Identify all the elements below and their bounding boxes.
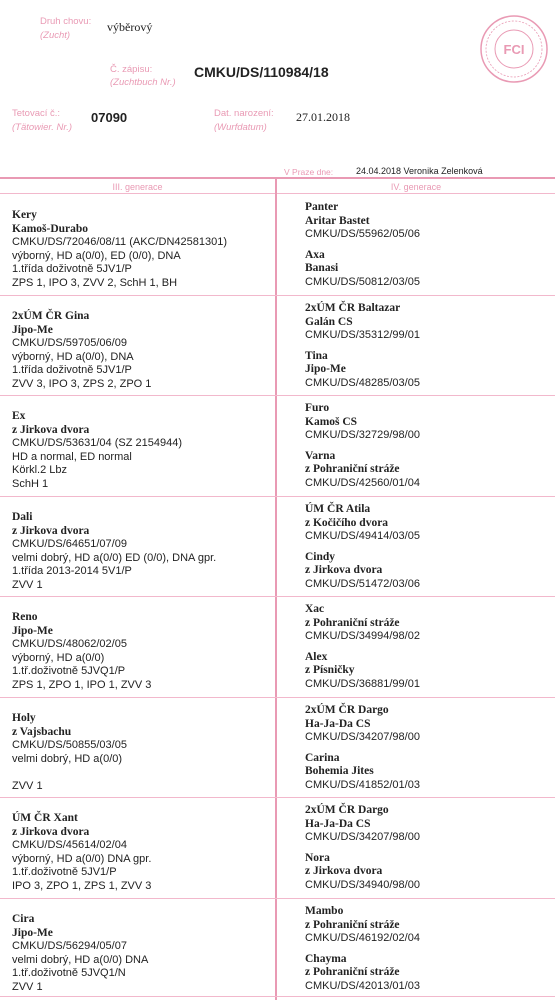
gen3-detail-line: výborný, HD a(0/0) bbox=[12, 651, 105, 664]
column-divider bbox=[275, 177, 277, 1000]
gen4-sire-reg: CMKU/DS/34994/98/02 bbox=[305, 630, 420, 642]
tattoo-label: Tetovací č.: bbox=[12, 108, 61, 119]
gen4-sire-reg: CMKU/DS/34207/98/00 bbox=[305, 831, 420, 843]
gen4-entry bbox=[305, 302, 420, 390]
gen3-kennel: Jipo-Me bbox=[12, 624, 53, 637]
gen3-kennel: z Jirkova dvora bbox=[12, 825, 90, 838]
gen3-detail-line: 1.třída 2013-2014 5V1/P bbox=[12, 565, 132, 577]
gen3-detail-line: HD a normal, ED normal bbox=[12, 450, 132, 463]
gen4-sire-kennel: Galán CS bbox=[305, 315, 353, 328]
spacer bbox=[305, 443, 420, 450]
gen4-entry bbox=[305, 402, 420, 490]
gen4-dam-name: Carina bbox=[305, 751, 340, 764]
spacer bbox=[305, 845, 420, 852]
gen3-name: Dali bbox=[12, 511, 33, 523]
gen4-dam-name: Tina bbox=[305, 349, 328, 362]
place-date-signature: 24.04.2018 Veronika Zelenková bbox=[356, 166, 483, 176]
gen3-detail-line: CMKU/DS/56294/05/07 bbox=[12, 940, 127, 952]
tattoo-label-de: (Tätowier. Nr.) bbox=[12, 122, 72, 133]
gen4-dam-reg: CMKU/DS/42560/01/04 bbox=[305, 476, 420, 489]
gen3-name: Holy bbox=[12, 712, 36, 724]
gen4-sire-kennel: Kamoš CS bbox=[305, 415, 358, 428]
gen3-detail-line: CMKU/DS/45614/02/04 bbox=[12, 839, 127, 851]
gen3-detail-line: velmi dobrý, HD a(0/0) ED (0/0), DNA gpr. bbox=[12, 551, 217, 564]
gen4-dam-name: Chayma bbox=[305, 952, 347, 965]
gen4-entry bbox=[305, 603, 420, 691]
gen4-dam-reg: CMKU/DS/50812/03/05 bbox=[305, 275, 420, 288]
spacer bbox=[305, 544, 420, 551]
gen4-dam-kennel: z Jirkova dvora bbox=[305, 564, 383, 576]
gen3-kennel: z Jirkova dvora bbox=[12, 524, 90, 537]
gen3-detail-line: ZPS 1, IPO 3, ZVV 2, SchH 1, BH bbox=[12, 276, 178, 289]
gen3-detail-line: ZVV 1 bbox=[12, 578, 43, 591]
registration-number: CMKU/DS/110984/18 bbox=[194, 64, 329, 80]
gen3-detail-line: CMKU/DS/53631/04 (SZ 2154944) bbox=[12, 437, 182, 449]
gen3-detail-line: 1.třída doživotně 5JV1/P bbox=[12, 364, 132, 376]
row-separator bbox=[0, 797, 555, 798]
gen3-detail-line: výborný, HD a(0/0), ED (0/0), DNA bbox=[12, 249, 181, 262]
gen3-detail-line: ZVV 1 bbox=[12, 980, 43, 993]
gen3-detail-line: velmi dobrý, HD a(0/0) DNA bbox=[12, 953, 149, 966]
gen3-entry bbox=[12, 410, 182, 491]
gen4-entry bbox=[305, 503, 420, 591]
gen4-dam-reg: CMKU/DS/48285/03/05 bbox=[305, 376, 420, 389]
gen3-kennel: Jipo-Me bbox=[12, 926, 53, 939]
table-header-rule bbox=[0, 193, 555, 194]
gen4-dam-kennel: Jipo-Me bbox=[305, 363, 346, 375]
gen4-entry bbox=[305, 804, 420, 892]
row-separator bbox=[0, 697, 555, 698]
gen4-entry bbox=[305, 905, 420, 993]
gen4-dam-reg: CMKU/DS/34940/98/00 bbox=[305, 878, 420, 891]
breed-label: Druh chovu: bbox=[40, 16, 92, 27]
table-top-rule bbox=[0, 177, 555, 179]
spacer bbox=[305, 745, 420, 752]
gen4-sire-reg: CMKU/DS/49414/03/05 bbox=[305, 530, 420, 542]
gen4-sire-reg: CMKU/DS/34207/98/00 bbox=[305, 731, 420, 743]
gen4-dam-name: Cindy bbox=[305, 550, 336, 563]
reg-label-de: (Zuchtbuch Nr.) bbox=[110, 77, 176, 88]
gen3-entry bbox=[12, 310, 151, 391]
gen4-sire-kennel: Ha-Ja-Da CS bbox=[305, 717, 371, 730]
spacer bbox=[305, 343, 420, 350]
gen4-sire-reg: CMKU/DS/46192/02/04 bbox=[305, 932, 420, 944]
gen3-name: Reno bbox=[12, 611, 38, 623]
gen3-detail-line: výborný, HD a(0/0), DNA bbox=[12, 350, 134, 363]
gen3-entry bbox=[12, 712, 127, 793]
gen3-detail-line: ZPS 1, ZPO 1, IPO 1, ZVV 3 bbox=[12, 678, 152, 691]
gen3-detail-line: 1.tř.doživotně 5JVQ1/P bbox=[12, 665, 126, 677]
gen3-detail-line: CMKU/DS/59705/06/09 bbox=[12, 337, 127, 349]
spacer bbox=[305, 644, 420, 651]
gen3-detail-line: CMKU/DS/72046/08/11 (AKC/DN42581301) bbox=[12, 236, 228, 248]
row-separator bbox=[0, 496, 555, 497]
gen4-sire-kennel: Ha-Ja-Da CS bbox=[305, 817, 371, 830]
gen4-sire-name: 2xÚM ČR Baltazar bbox=[305, 302, 401, 314]
gen3-detail-line: CMKU/DS/48062/02/05 bbox=[12, 638, 127, 650]
birth-label-de: (Wurfdatum) bbox=[214, 122, 267, 133]
gen3-detail-line: CMKU/DS/50855/03/05 bbox=[12, 739, 127, 751]
gen4-dam-name: Alex bbox=[305, 650, 328, 663]
tattoo-value: 07090 bbox=[91, 110, 128, 125]
gen4-dam-kennel: z Písničky bbox=[305, 664, 355, 676]
gen4-dam-reg: CMKU/DS/36881/99/01 bbox=[305, 677, 420, 690]
gen3-detail-line: výborný, HD a(0/0) DNA gpr. bbox=[12, 852, 152, 865]
gen4-sire-name: Mambo bbox=[305, 905, 344, 917]
gen3-detail-line: SchH 1 bbox=[12, 477, 49, 490]
gen3-detail-line bbox=[12, 766, 127, 780]
gen4-sire-name: 2xÚM ČR Dargo bbox=[305, 804, 389, 816]
birth-value: 27.01.2018 bbox=[296, 110, 350, 124]
gen3-name: Kery bbox=[12, 209, 37, 221]
gen4-dam-name: Axa bbox=[305, 248, 325, 261]
gen3-kennel: z Vajsbachu bbox=[12, 725, 72, 738]
gen3-detail-line: 1.tř.doživotně 5JVQ1/N bbox=[12, 967, 126, 979]
gen4-entry bbox=[305, 704, 420, 792]
gen3-detail-line: ZVV 3, IPO 3, ZPS 2, ZPO 1 bbox=[12, 377, 152, 390]
gen4-sire-name: Panter bbox=[305, 201, 339, 213]
gen4-sire-kennel: Aritar Bastet bbox=[305, 214, 370, 227]
seal-text: FCI bbox=[503, 42, 525, 57]
spacer bbox=[305, 242, 420, 249]
gen3-detail-line: 1.tř.doživotně 5JV1/P bbox=[12, 866, 117, 878]
gen4-dam-kennel: z Jirkova dvora bbox=[305, 865, 383, 877]
gen3-name: Cira bbox=[12, 913, 35, 925]
gen4-sire-name: Xac bbox=[305, 603, 325, 615]
gen3-detail-line: CMKU/DS/64651/07/09 bbox=[12, 538, 127, 550]
gen4-sire-reg: CMKU/DS/35312/99/01 bbox=[305, 329, 420, 341]
gen3-detail-line: IPO 3, ZPO 1, ZPS 1, ZVV 3 bbox=[12, 879, 152, 892]
gen4-dam-reg: CMKU/DS/51472/03/06 bbox=[305, 577, 420, 590]
place-label: V Praze dne: bbox=[284, 167, 334, 177]
gen3-detail-line: velmi dobrý, HD a(0/0) bbox=[12, 752, 123, 765]
gen4-dam-kennel: Bohemia Jites bbox=[305, 765, 374, 777]
gen3-detail-line: Körkl.2 Lbz bbox=[12, 464, 68, 476]
table-bottom-rule bbox=[0, 996, 555, 997]
column-header-gen4: IV. generace bbox=[390, 182, 442, 192]
gen4-sire-reg: CMKU/DS/32729/98/00 bbox=[305, 429, 420, 441]
gen3-entry bbox=[12, 511, 216, 592]
breed-label-de: (Zucht) bbox=[40, 30, 71, 41]
gen4-sire-kennel: z Pohraniční stráže bbox=[305, 616, 400, 629]
gen3-detail-line: ZVV 1 bbox=[12, 779, 43, 792]
gen3-name: ÚM ČR Xant bbox=[12, 812, 78, 824]
gen4-dam-name: Varna bbox=[305, 449, 336, 462]
gen3-entry bbox=[12, 913, 148, 994]
gen3-entry bbox=[12, 812, 151, 893]
row-separator bbox=[0, 596, 555, 597]
row-separator bbox=[0, 295, 555, 296]
column-header-gen3: III. generace bbox=[112, 182, 163, 192]
gen4-dam-kennel: Banasi bbox=[305, 262, 339, 274]
gen4-sire-name: Furo bbox=[305, 402, 330, 414]
gen4-sire-kennel: z Kočičího dvora bbox=[305, 516, 389, 529]
gen3-name: Ex bbox=[12, 410, 26, 422]
gen3-detail-line: 1.třída doživotně 5JV1/P bbox=[12, 263, 132, 275]
gen3-entry bbox=[12, 209, 227, 290]
gen4-dam-kennel: z Pohraniční stráže bbox=[305, 966, 400, 978]
row-separator bbox=[0, 898, 555, 899]
gen4-sire-name: 2xÚM ČR Dargo bbox=[305, 704, 389, 716]
breed-value: výběrový bbox=[107, 20, 153, 34]
gen3-kennel: Kamoš-Durabo bbox=[12, 222, 89, 235]
fci-seal-icon bbox=[479, 14, 549, 84]
gen4-sire-kennel: z Pohraniční stráže bbox=[305, 918, 400, 931]
gen4-dam-reg: CMKU/DS/41852/01/03 bbox=[305, 778, 420, 791]
gen4-entry bbox=[305, 201, 420, 289]
gen4-dam-name: Nora bbox=[305, 851, 330, 864]
reg-label: Č. zápisu: bbox=[110, 64, 153, 75]
gen3-entry bbox=[12, 611, 151, 692]
gen4-dam-kennel: z Pohraniční stráže bbox=[305, 463, 400, 475]
gen4-sire-name: ÚM ČR Atila bbox=[305, 503, 371, 515]
gen3-kennel: z Jirkova dvora bbox=[12, 423, 90, 436]
gen3-kennel: Jipo-Me bbox=[12, 323, 53, 336]
birth-label: Dat. narození: bbox=[214, 108, 274, 119]
gen4-sire-reg: CMKU/DS/55962/05/06 bbox=[305, 228, 420, 240]
gen3-name: 2xÚM ČR Gina bbox=[12, 310, 90, 322]
gen4-dam-reg: CMKU/DS/42013/01/03 bbox=[305, 979, 420, 992]
spacer bbox=[305, 946, 420, 953]
row-separator bbox=[0, 395, 555, 396]
